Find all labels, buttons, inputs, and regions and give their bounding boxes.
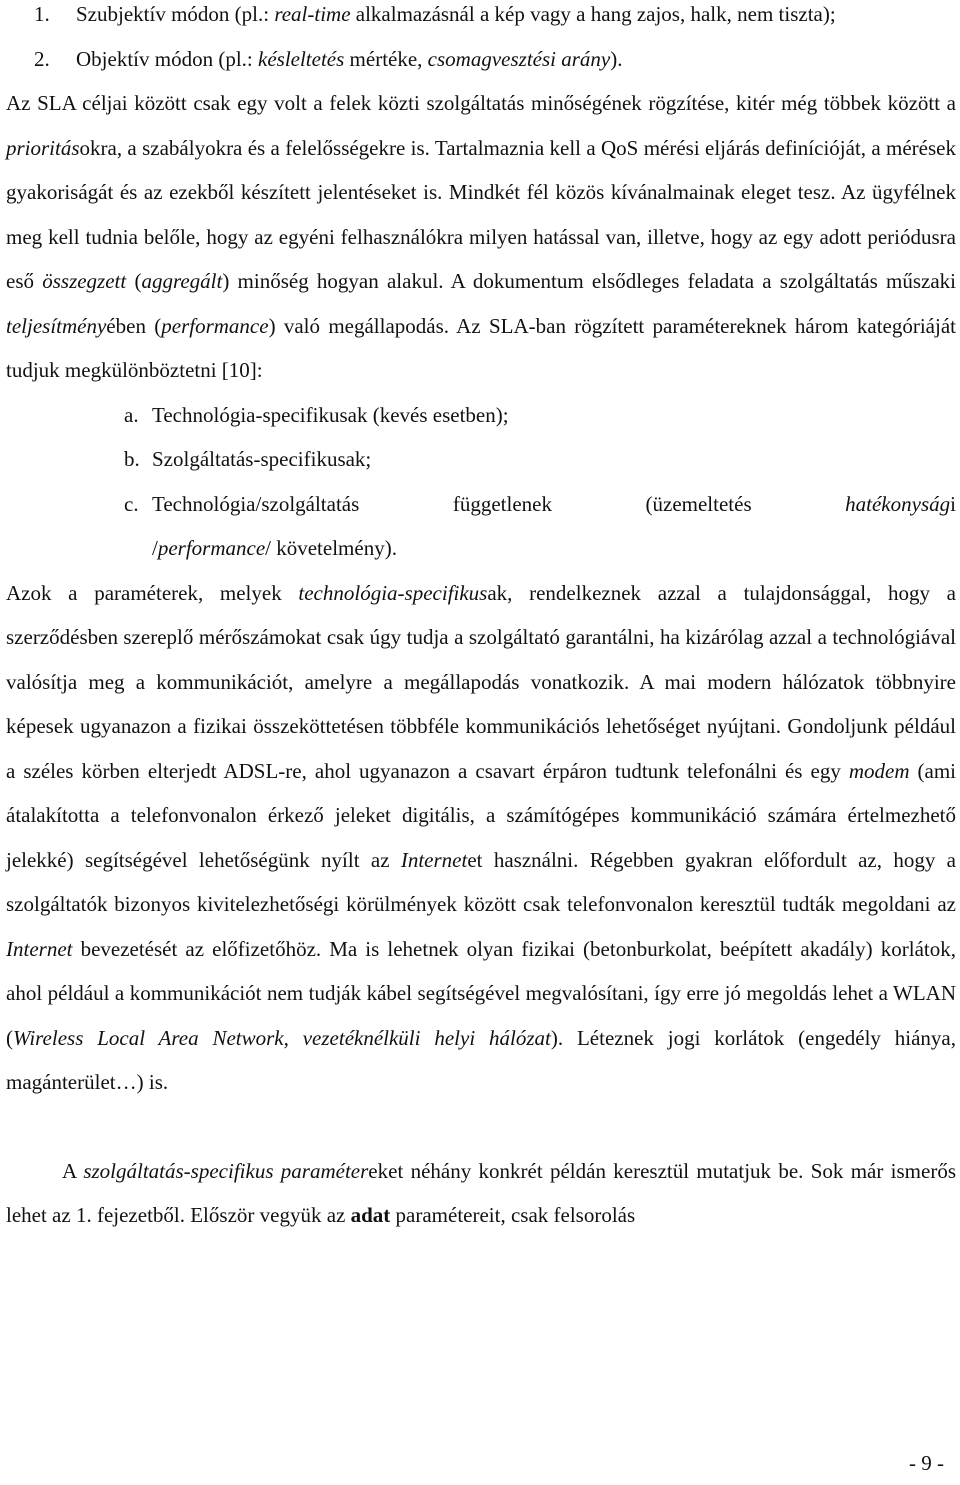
text-span: eket néhány konkrét példán keresztül mutatjuk be. Sok már ismerős lehet az 1. fejezetből. Először vegyük az [6, 1158, 956, 1227]
text-span: Azok a paraméterek, melyek [6, 580, 299, 605]
list-item-text [76, 0, 956, 37]
list-item [6, 437, 956, 482]
lettered-list [6, 393, 956, 571]
italic-term: performance [157, 536, 266, 560]
numbered-list [6, 0, 956, 81]
list-item-text-line2 [152, 526, 956, 571]
list-item-text: Szolgáltatás-specifikusak; [152, 447, 372, 471]
list-item [6, 0, 956, 37]
bold-term: adat [350, 1203, 391, 1227]
list-marker: c. [124, 491, 139, 516]
text-span: / követelmény). [265, 536, 397, 560]
italic-term: hatékonyság [845, 491, 951, 516]
italic-term: összegzett [42, 269, 127, 293]
list-marker: 1. [34, 2, 50, 26]
text-span: ). Léteznek jogi korlátok (engedély hiánya, magánterület…) is. [6, 1025, 957, 1094]
italic-term: technológia-specifikus [298, 580, 488, 605]
text-span: i [950, 491, 956, 516]
paragraph-gap [6, 1105, 956, 1149]
italic-term: aggregált [141, 269, 223, 293]
text-span: okra, a szabályokra és a felelősségekre is. Tartalmaznia kell a QoS mérési eljárás definícióját, a mérések gyakoriságát és az ezekből készített jelentéseket is. Mindkét fél közös kívánalmainak eleget tesz. Az ügyfélnek meg kell tudnia belőle, hogy az egyéni felhasználókra milyen hatással van, illetve, hogy az egy adott periódusra eső [6, 135, 956, 293]
text-span: (ami átalakította a telefonvonalon érkező jeleket digitális, a számítógépes kommunikáció számára értelmezhető jelekké) segítségével lehetőségünk nyílt az [6, 758, 956, 872]
list-item [6, 37, 956, 82]
italic-term: csomagvesztési arány [427, 46, 611, 71]
text-span: et használni. Régebben gyakran előfordult az, hogy a szolgáltatók bizonyos kivitelezhetőségi körülmények között csak telefonvonalon keresztül tudták megoldani az [6, 847, 956, 916]
text-span: mértéke, [344, 46, 428, 71]
text-span: Objektív módon (pl.: [76, 46, 258, 71]
italic-term: szolgáltatás-specifikus paraméter [83, 1158, 369, 1183]
italic-term: prioritás [6, 135, 80, 160]
list-marker: a. [124, 402, 139, 427]
text-span: ében ( [106, 313, 162, 338]
list-item-text [76, 37, 956, 82]
list-item-text-line1 [152, 482, 956, 527]
text-span: bevezetését az előfizetőhöz. Ma is lehetnek olyan fizikai (betonburkolat, beépített akadály) korlátok, ahol például a kommunikációt nem tudják kábel segítségével megvalósítani, így erre jó megoldás lehet a WLAN ( [6, 936, 956, 1050]
paragraph-service-specific [6, 1149, 956, 1238]
text-span: ) minőség hogyan alakul. A dokumentum elsődleges feladata a szolgáltatás műszaki [222, 269, 956, 293]
italic-term: Wireless Local Area Network, vezetéknélküli helyi hálózat [13, 1025, 551, 1050]
text-span: alkalmazásnál a kép vagy a hang zajos, halk, nem tiszta); [350, 2, 836, 26]
italic-term: modem [848, 758, 910, 783]
paragraph-technology-specific [6, 571, 956, 1105]
text-span: Szubjektív módon (pl.: [76, 2, 275, 26]
text-span: ak, rendelkeznek azzal a tulajdonsággal, hogy a szerződésben szereplő mérőszámokat csak úgy tudja a szolgáltató garantálni, ha kizárólag azzal a technológiával valósítja meg a kommunikációt, amelyre a megállapodás vonatkozik. A mai modern hálózatok többnyire képesek ugyanazon a fizikai összeköttetésen többféle kommunikációs lehetőséget nyújtani. Gondoljunk például a széles körben elterjedt ADSL-re, ahol ugyanazon a csavart érpáron tudtunk telefonálni és egy [6, 580, 956, 783]
list-item [6, 482, 956, 571]
italic-term: performance [161, 313, 269, 338]
italic-term: teljesítmény [6, 313, 107, 338]
paragraph-sla-goals [6, 81, 956, 393]
list-item [6, 393, 956, 438]
list-marker: 2. [34, 46, 50, 71]
text-span: ). [610, 46, 623, 71]
text-span: paramétereit, csak felsorolás [390, 1203, 636, 1227]
italic-term: real-time [274, 2, 351, 26]
italic-term: Internet [6, 936, 73, 961]
page-number: - 9 - [909, 1451, 944, 1475]
document-page [6, 0, 956, 1238]
text-span: Technológia/szolgáltatás független [152, 491, 533, 516]
text-span: Az SLA céljai között csak egy volt a felek közti szolgáltatás minőségének rögzítése, kitér még többek között a [6, 91, 956, 115]
list-marker: b. [124, 447, 140, 471]
text-span: ) való megállapodás. Az SLA-ban rögzített paramétereknek három kategóriáját tudjuk megkülönböztetni [10]: [6, 313, 956, 382]
text-span: ( [126, 269, 142, 293]
italic-term: késleltetés [258, 46, 345, 71]
italic-term: Internet [400, 847, 468, 872]
list-item-text: Technológia-specifikusak (kevés esetben); [152, 402, 509, 427]
text-span: A [62, 1158, 84, 1183]
text-span: ek (üzemeltetés [532, 491, 846, 516]
text-span: / [152, 536, 158, 560]
